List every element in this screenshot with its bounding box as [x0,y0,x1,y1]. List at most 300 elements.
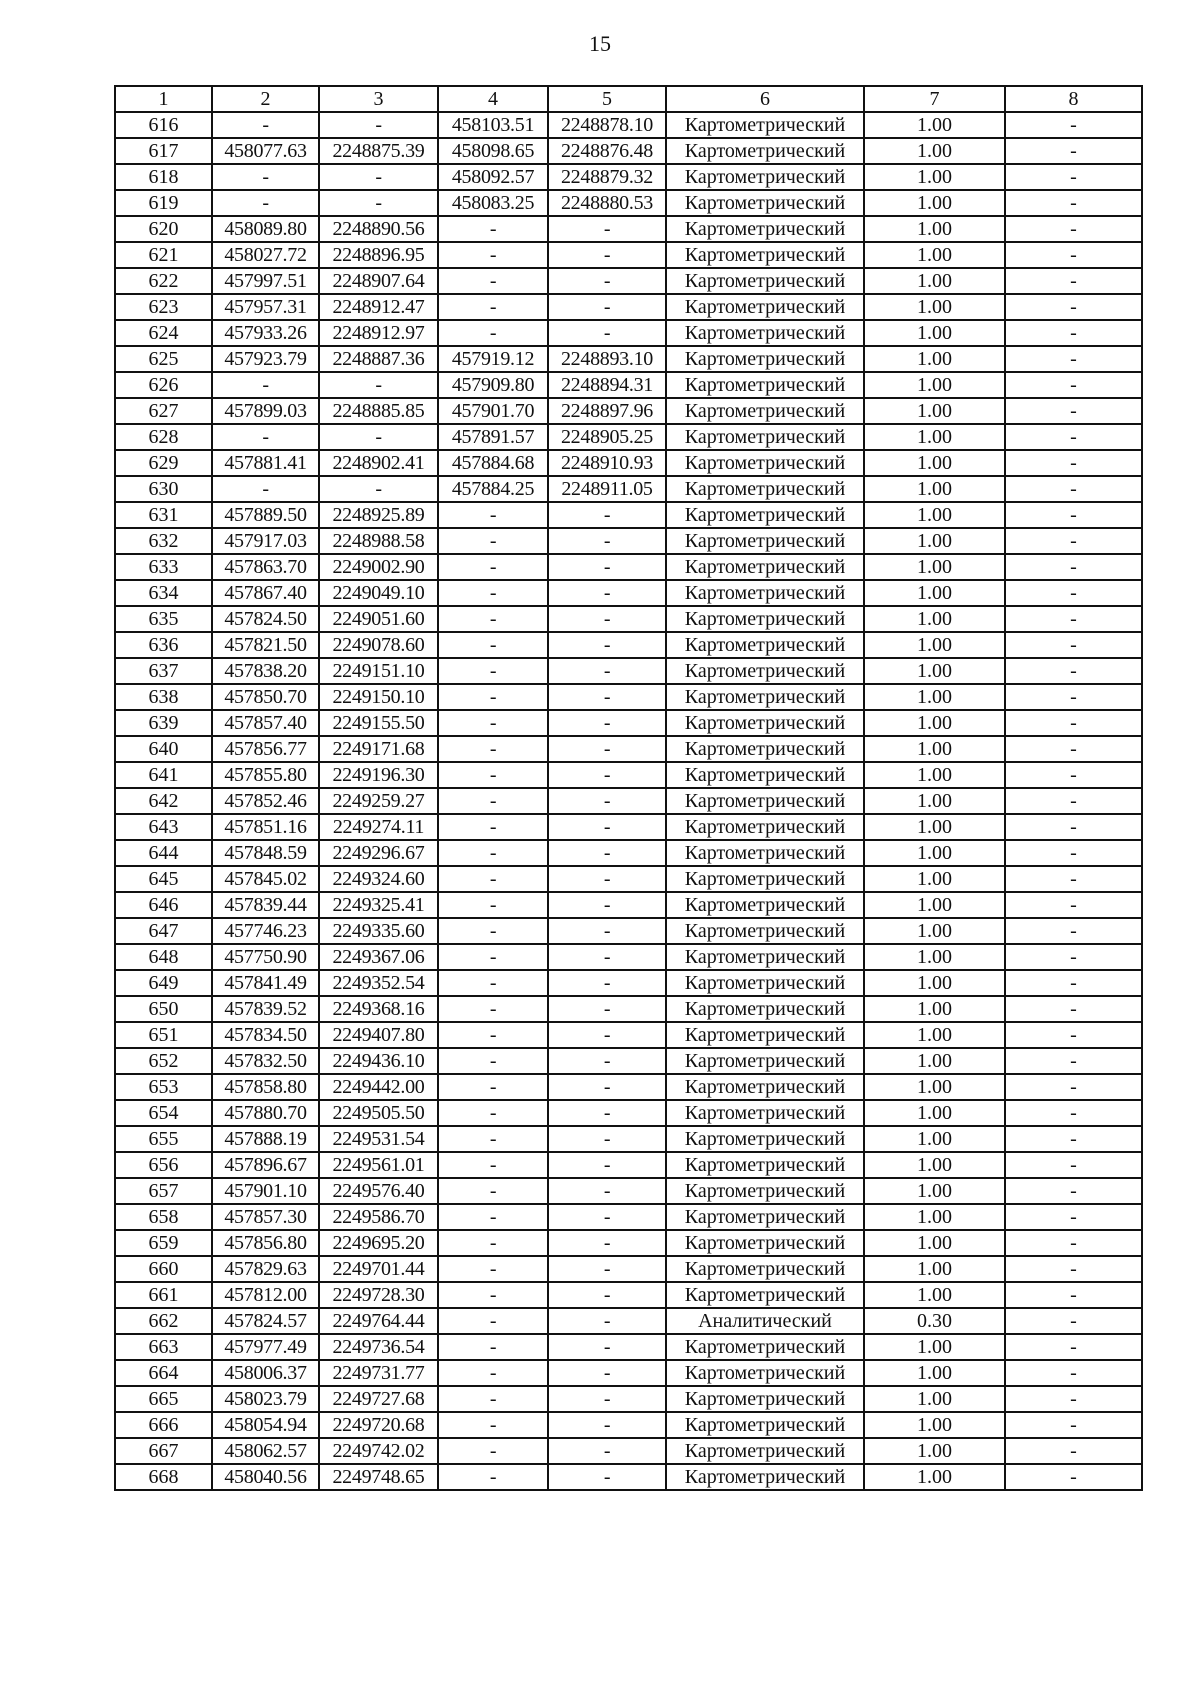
table-cell: 457919.12 [438,346,548,372]
table-cell: 1.00 [864,320,1005,346]
table-cell: - [548,1412,666,1438]
table-cell: - [1005,1048,1142,1074]
table-cell: - [1005,684,1142,710]
column-header: 5 [548,86,666,112]
table-cell: 457899.03 [212,398,319,424]
table-cell: - [438,918,548,944]
table-cell: - [438,658,548,684]
table-cell: - [548,918,666,944]
table-cell: - [548,658,666,684]
table-cell: Картометрический [666,580,864,606]
table-cell: Картометрический [666,1048,864,1074]
table-cell: 660 [115,1256,212,1282]
table-cell: - [548,1256,666,1282]
table-cell: - [548,294,666,320]
table-cell: - [548,866,666,892]
table-cell: Картометрический [666,1152,864,1178]
table-cell: - [548,1308,666,1334]
table-cell: - [1005,918,1142,944]
table-cell: 2248902.41 [319,450,438,476]
table-cell: 665 [115,1386,212,1412]
table-row [115,294,1142,320]
table-cell: - [1005,1178,1142,1204]
table-cell: 1.00 [864,606,1005,632]
table-cell: - [548,1360,666,1386]
table-cell: - [1005,710,1142,736]
table-cell: 457829.63 [212,1256,319,1282]
table-cell: Картометрический [666,840,864,866]
table-cell: Картометрический [666,788,864,814]
table-cell: - [1005,450,1142,476]
table-cell: Картометрический [666,814,864,840]
table-cell: Картометрический [666,1360,864,1386]
table-cell: Картометрический [666,1464,864,1490]
table-cell: 663 [115,1334,212,1360]
table-cell: - [548,996,666,1022]
table-cell: 457750.90 [212,944,319,970]
table-cell: - [548,554,666,580]
table-cell: - [438,1438,548,1464]
table-cell: 1.00 [864,710,1005,736]
table-cell: - [438,320,548,346]
table-cell: 2249259.27 [319,788,438,814]
table-cell: - [548,944,666,970]
table-cell: 1.00 [864,580,1005,606]
table-cell: 457957.31 [212,294,319,320]
table-cell: Картометрический [666,1230,864,1256]
table-row [115,788,1142,814]
table-cell: 2249407.80 [319,1022,438,1048]
table-cell: Картометрический [666,294,864,320]
table-cell: 1.00 [864,892,1005,918]
table-cell: 2248890.56 [319,216,438,242]
table-cell: - [1005,580,1142,606]
table-cell: - [1005,476,1142,502]
table-cell: - [548,320,666,346]
table-cell: 457857.30 [212,1204,319,1230]
table-cell: 668 [115,1464,212,1490]
table-cell: 1.00 [864,216,1005,242]
table-row [115,996,1142,1022]
table-cell: - [438,1126,548,1152]
table-cell: 626 [115,372,212,398]
table-cell: Картометрический [666,918,864,944]
table-cell: - [548,502,666,528]
table-cell: - [438,1048,548,1074]
table-row [115,112,1142,138]
table-cell: Картометрический [666,372,864,398]
table-cell: 2249576.40 [319,1178,438,1204]
table-cell: - [319,190,438,216]
table-cell: - [548,1152,666,1178]
table-cell: Картометрический [666,1334,864,1360]
table-cell: 647 [115,918,212,944]
table-cell: - [438,580,548,606]
table-cell: 2249274.11 [319,814,438,840]
table-cell: - [1005,1282,1142,1308]
table-cell: 2249736.54 [319,1334,438,1360]
table-row [115,1074,1142,1100]
table-cell: - [1005,190,1142,216]
table-cell: Картометрический [666,502,864,528]
table-row [115,372,1142,398]
table-cell: 2249531.54 [319,1126,438,1152]
table-row [115,970,1142,996]
table-cell: - [1005,1464,1142,1490]
table-cell: - [212,112,319,138]
table-cell: - [548,814,666,840]
table-cell: Картометрический [666,710,864,736]
table-cell: 1.00 [864,450,1005,476]
table-row [115,814,1142,840]
table-cell: Картометрический [666,1178,864,1204]
table-cell: 2249728.30 [319,1282,438,1308]
table-cell: - [1005,268,1142,294]
table-cell: 458006.37 [212,1360,319,1386]
table-cell: 1.00 [864,190,1005,216]
table-cell: - [1005,242,1142,268]
table-cell: Картометрический [666,424,864,450]
table-cell: 628 [115,424,212,450]
table-cell: 1.00 [864,346,1005,372]
table-cell: 664 [115,1360,212,1386]
table-cell: - [548,268,666,294]
table-cell: 1.00 [864,970,1005,996]
table-cell: 457884.68 [438,450,548,476]
table-cell: Картометрический [666,736,864,762]
table-cell: 1.00 [864,658,1005,684]
table-cell: 1.00 [864,632,1005,658]
table-cell: 1.00 [864,1152,1005,1178]
table-cell: 635 [115,606,212,632]
table-row [115,1334,1142,1360]
table-cell: 458083.25 [438,190,548,216]
table-cell: 1.00 [864,788,1005,814]
table-row [115,944,1142,970]
table-cell: 1.00 [864,918,1005,944]
table-cell: 1.00 [864,944,1005,970]
table-cell: 643 [115,814,212,840]
table-cell: 2248907.64 [319,268,438,294]
table-cell: Картометрический [666,944,864,970]
column-header: 4 [438,86,548,112]
table-cell: - [548,762,666,788]
table-cell: 457845.02 [212,866,319,892]
table-cell: 457977.49 [212,1334,319,1360]
table-cell: 1.00 [864,1204,1005,1230]
table-row [115,424,1142,450]
table-cell: Картометрический [666,216,864,242]
table-cell: - [1005,996,1142,1022]
table-cell: - [548,1100,666,1126]
table-cell: 631 [115,502,212,528]
table-cell: - [1005,632,1142,658]
table-cell: - [1005,216,1142,242]
table-cell: - [1005,424,1142,450]
table-cell: - [438,1334,548,1360]
table-cell: 645 [115,866,212,892]
table-cell: 1.00 [864,398,1005,424]
table-cell: - [438,1360,548,1386]
table-cell: - [548,1178,666,1204]
table-row [115,1412,1142,1438]
table-cell: - [1005,1360,1142,1386]
table-cell: 1.00 [864,1282,1005,1308]
table-row [115,528,1142,554]
table-cell: 457896.67 [212,1152,319,1178]
table-cell: - [1005,1022,1142,1048]
table-cell: Картометрический [666,1282,864,1308]
table-cell: - [1005,866,1142,892]
table-cell: - [438,1100,548,1126]
table-cell: - [438,944,548,970]
table-cell: 652 [115,1048,212,1074]
table-row [115,476,1142,502]
table-cell: 457746.23 [212,918,319,944]
table-cell: - [438,814,548,840]
table-cell: 457812.00 [212,1282,319,1308]
table-row [115,1100,1142,1126]
table-row [115,580,1142,606]
table-cell: 1.00 [864,866,1005,892]
table-cell: 457850.70 [212,684,319,710]
table-cell: - [548,1230,666,1256]
table-cell: 1.00 [864,138,1005,164]
table-cell: 623 [115,294,212,320]
table-cell: 1.00 [864,996,1005,1022]
table-cell: 1.00 [864,424,1005,450]
table-row [115,1464,1142,1490]
table-cell: 457832.50 [212,1048,319,1074]
table-cell: - [1005,1152,1142,1178]
table-cell: - [548,216,666,242]
table-cell: 457856.80 [212,1230,319,1256]
table-row [115,632,1142,658]
table-cell: 666 [115,1412,212,1438]
table-cell: 2249720.68 [319,1412,438,1438]
column-header: 3 [319,86,438,112]
table-cell: 2248988.58 [319,528,438,554]
table-cell: Картометрический [666,476,864,502]
table-cell: 2249002.90 [319,554,438,580]
table-cell: 1.00 [864,1256,1005,1282]
table-cell: 2249324.60 [319,866,438,892]
table-cell: - [438,762,548,788]
table-cell: - [319,372,438,398]
table-cell: 1.00 [864,1178,1005,1204]
table-cell: Картометрический [666,996,864,1022]
table-cell: - [548,1334,666,1360]
table-cell: 457834.50 [212,1022,319,1048]
table-cell: - [438,216,548,242]
table-cell: 653 [115,1074,212,1100]
table-cell: - [1005,554,1142,580]
table-cell: 625 [115,346,212,372]
table-cell: Картометрический [666,1126,864,1152]
table-cell: Картометрический [666,164,864,190]
table-row [115,1230,1142,1256]
table-cell: 457838.20 [212,658,319,684]
table-cell: - [548,1048,666,1074]
table-cell: - [1005,502,1142,528]
table-cell: 458089.80 [212,216,319,242]
table-row [115,1256,1142,1282]
table-cell: 458092.57 [438,164,548,190]
table-cell: 2248912.47 [319,294,438,320]
table-cell: 632 [115,528,212,554]
table-cell: - [548,1204,666,1230]
table-cell: - [438,892,548,918]
table-cell: 1.00 [864,528,1005,554]
table-cell: - [438,1230,548,1256]
table-cell: 0.30 [864,1308,1005,1334]
table-cell: - [1005,1126,1142,1152]
table-cell: 2248911.05 [548,476,666,502]
table-cell: 1.00 [864,736,1005,762]
table-cell: - [1005,970,1142,996]
table-cell: 457884.25 [438,476,548,502]
table-cell: - [438,1412,548,1438]
table-cell: 457857.40 [212,710,319,736]
table-cell: Картометрический [666,450,864,476]
table-cell: - [1005,944,1142,970]
table-cell: Картометрический [666,320,864,346]
table-row [115,190,1142,216]
table-cell: 457891.57 [438,424,548,450]
table-cell: 1.00 [864,1334,1005,1360]
table-cell: - [548,736,666,762]
table-cell: - [548,1438,666,1464]
table-cell: 457839.44 [212,892,319,918]
table-cell: 2248880.53 [548,190,666,216]
table-row [115,164,1142,190]
table-cell: 457880.70 [212,1100,319,1126]
table-cell: 1.00 [864,372,1005,398]
table-cell: 2248885.85 [319,398,438,424]
table-cell: - [1005,138,1142,164]
table-row [115,1204,1142,1230]
table-cell: - [438,294,548,320]
table-cell: 457856.77 [212,736,319,762]
table-cell: - [548,892,666,918]
table-cell: 2249051.60 [319,606,438,632]
table-cell: 2248893.10 [548,346,666,372]
table-cell: 2249695.20 [319,1230,438,1256]
table-cell: Картометрический [666,762,864,788]
table-cell: - [1005,892,1142,918]
table-cell: - [1005,320,1142,346]
table-cell: 2248910.93 [548,450,666,476]
table-cell: 1.00 [864,1230,1005,1256]
table-cell: 2249367.06 [319,944,438,970]
table-cell: 2249171.68 [319,736,438,762]
table-cell: - [1005,294,1142,320]
table-cell: 458040.56 [212,1464,319,1490]
table-cell: 1.00 [864,1100,1005,1126]
table-row [115,216,1142,242]
table-cell: 458054.94 [212,1412,319,1438]
table-body [115,86,1142,1490]
table-cell: 2249701.44 [319,1256,438,1282]
table-cell: 457909.80 [438,372,548,398]
table-cell: - [438,1282,548,1308]
table-cell: Картометрический [666,632,864,658]
table-cell: - [438,970,548,996]
table-cell: - [438,528,548,554]
table-cell: Картометрический [666,1074,864,1100]
table-row [115,268,1142,294]
table-cell: 457848.59 [212,840,319,866]
table-cell: - [438,268,548,294]
table-cell: - [212,164,319,190]
table-cell: 1.00 [864,1126,1005,1152]
table-cell: 457867.40 [212,580,319,606]
table-cell: 640 [115,736,212,762]
table-cell: - [1005,788,1142,814]
table-cell: 667 [115,1438,212,1464]
table-cell: - [438,1022,548,1048]
table-cell: - [1005,606,1142,632]
table-cell: - [438,632,548,658]
table-cell: 457855.80 [212,762,319,788]
table-cell: 1.00 [864,164,1005,190]
table-row [115,242,1142,268]
table-cell: Картометрический [666,190,864,216]
table-cell: - [1005,1308,1142,1334]
table-cell: - [212,476,319,502]
table-cell: - [548,1074,666,1100]
table-cell: - [548,1282,666,1308]
table-cell: - [212,372,319,398]
table-cell: Картометрический [666,684,864,710]
table-row [115,320,1142,346]
table-row [115,502,1142,528]
table-cell: - [1005,1438,1142,1464]
table-cell: 627 [115,398,212,424]
table-cell: Картометрический [666,1386,864,1412]
column-header: 1 [115,86,212,112]
table-cell: - [548,632,666,658]
table-cell: - [319,476,438,502]
table-cell: 2249078.60 [319,632,438,658]
table-cell: 458027.72 [212,242,319,268]
table-cell: 1.00 [864,814,1005,840]
table-cell: 1.00 [864,476,1005,502]
table-cell: 2249731.77 [319,1360,438,1386]
table-row [115,1282,1142,1308]
table-cell: 617 [115,138,212,164]
table-cell: 457839.52 [212,996,319,1022]
table-cell: 656 [115,1152,212,1178]
table-cell: 2248925.89 [319,502,438,528]
table-cell: 655 [115,1126,212,1152]
table-cell: 2248897.96 [548,398,666,424]
table-cell: - [438,1386,548,1412]
table-cell: - [1005,1334,1142,1360]
table-cell: - [212,190,319,216]
table-cell: 2249505.50 [319,1100,438,1126]
table-cell: - [548,1464,666,1490]
table-cell: 2248912.97 [319,320,438,346]
table-cell: 657 [115,1178,212,1204]
table-cell: Картометрический [666,1022,864,1048]
table-cell: 457888.19 [212,1126,319,1152]
table-cell: 1.00 [864,1048,1005,1074]
table-cell: 2249352.54 [319,970,438,996]
table-cell: 662 [115,1308,212,1334]
table-cell: 648 [115,944,212,970]
table-cell: - [438,1464,548,1490]
